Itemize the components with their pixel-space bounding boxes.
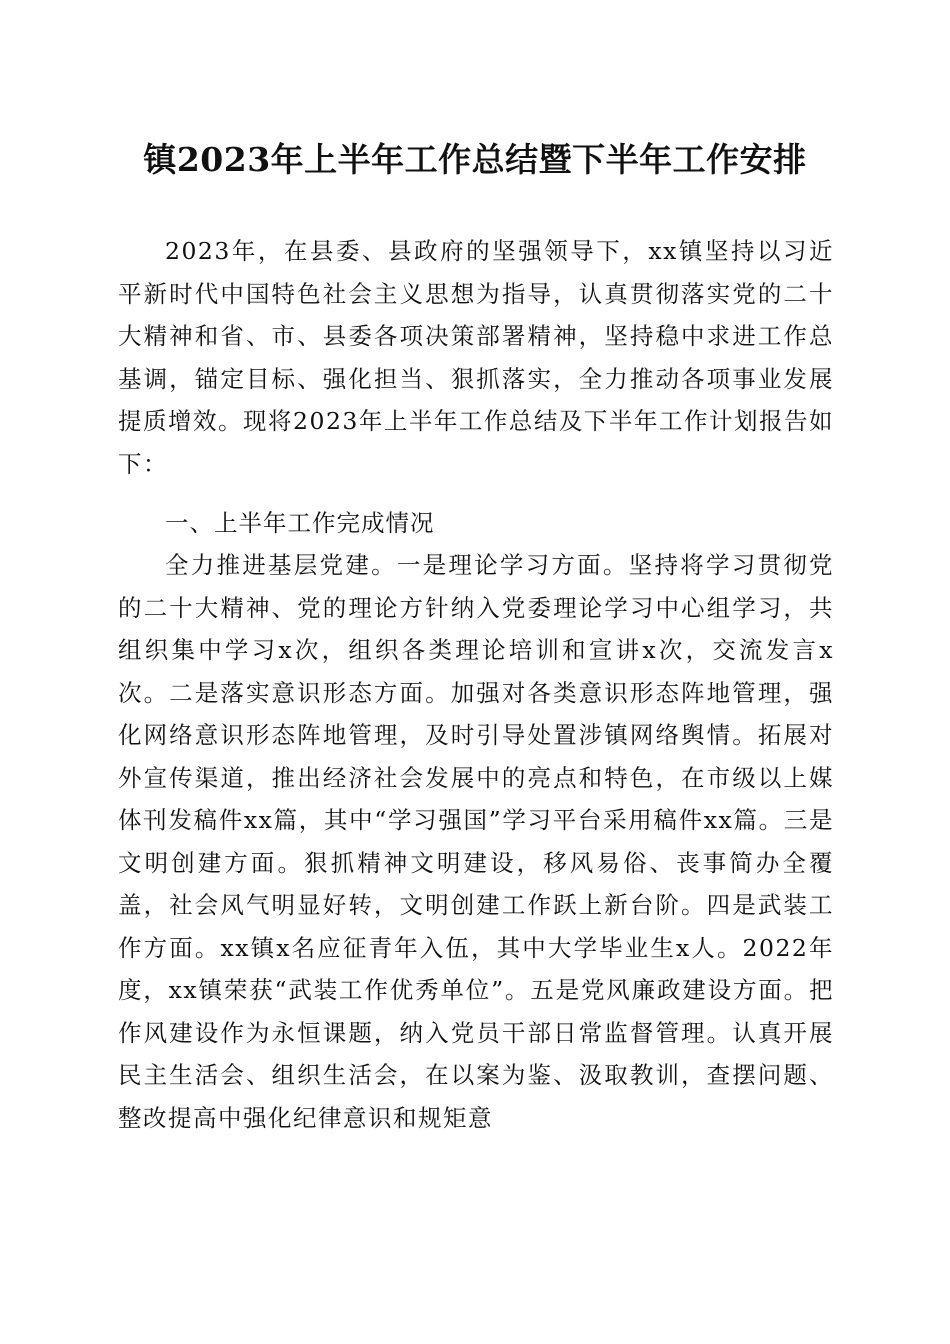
document-title: 镇2023年上半年工作总结暨下半年工作安排 — [143, 140, 807, 179]
intro-section — [118, 230, 834, 485]
section-heading: 一、上半年工作完成情况 — [165, 509, 435, 537]
section-paragraph: 全力推进基层党建。一是理论学习方面。坚持将学习贯彻党的二十大精神、党的理论方针纳入党委理论学习中心组学习，共组织集中学习x次，组织各类理论培训和宣讲x次，交流发言x次。二是落实意识形态方面。加强对各类意识形态阵地管理，强化网络意识形态阵地管理，及时引导处置涉镇网络舆情。拓展对外宣传渠道，推出经济社会发展中的亮点和特色，在市级以上媒体刊发稿件xx篇，其中“学习强国”学习平台采用稿件xx篇。三是文明创建方面。狠抓精神文明建设，移风易俗、丧事简办全覆盖，社会风气明显好转，文明创建工作跃上新台阶。四是武装工作方面。xx镇x名应征青年入伍，其中大学毕业生x人。2022年度，xx镇荣获“武装工作优秀单位”。五是党风廉政建设方面。把作风建设作为永恒课题，纳入党员干部日常监督管理。认真开展民主生活会、组织生活会，在以案为鉴、汲取教训，查摆问题、整改提高中强化纪律意识和规矩意 — [118, 551, 834, 1132]
section-body — [118, 544, 834, 1139]
intro-paragraph: 2023年，在县委、县政府的坚强领导下，xx镇坚持以习近平新时代中国特色社会主义思想为指导，认真贯彻落实党的二十大精神和省、市、县委各项决策部署精神，坚持稳中求进工作总基调，锚定目标、强化担当、狠抓落实，全力推动各项事业发展提质增效。现将2023年上半年工作总结及下半年工作计划报告如下： — [118, 237, 834, 478]
